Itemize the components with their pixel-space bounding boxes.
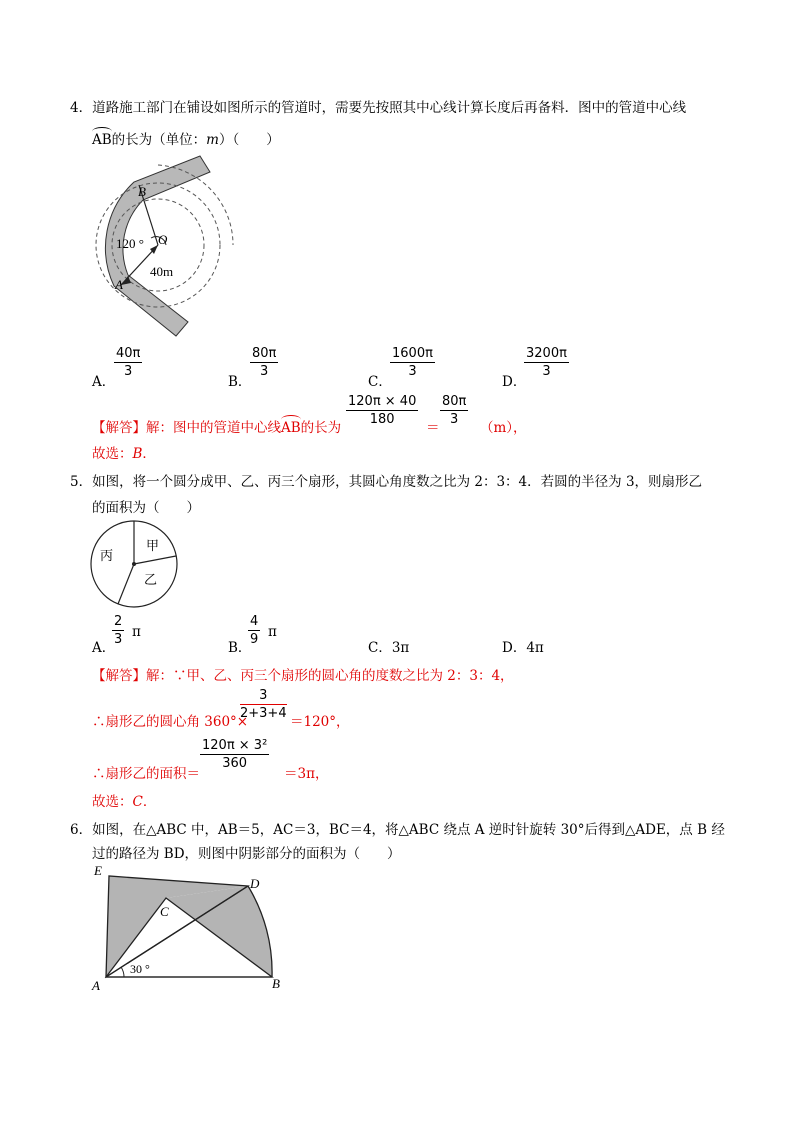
q5-line2: 的面积为（ ） [92, 500, 200, 516]
q4-option-b-den: 3 [260, 364, 269, 379]
q5-option-d-text: 4π [526, 640, 544, 656]
q4-answer-frac1-num: 120π × 40 [348, 394, 417, 409]
q6-line2: 过的路径为 BD，则图中阴影部分的面积为（ ） [92, 846, 401, 862]
angle-30-mark [121, 967, 124, 977]
q4-answer-frac2-den: 3 [450, 412, 459, 427]
q4-option-b-letter[interactable]: B． [228, 374, 252, 390]
q6-line1: 6．如图，在△ABC 中，AB＝5，AC＝3，BC＝4，将△ABC 绕点 A 逆时针旋转 30°后得到△ADE，点 B 经 [70, 822, 725, 838]
q4-answer-frac1 [346, 394, 418, 427]
q4-pipe-figure [88, 150, 238, 345]
q4-line2-text: 的长为（单位： [111, 132, 207, 148]
q5-option-d[interactable] [502, 636, 544, 656]
q5-choose-end: ． [142, 794, 157, 810]
q5-option-b-num: 4 [250, 614, 259, 629]
q4-answer-prefix: 【解答】解：图中的管道中心线 [92, 420, 281, 436]
label-D: D [250, 876, 260, 891]
q5-option-a-frac[interactable] [112, 614, 124, 647]
q4-answer-unit: （m）， [480, 420, 527, 436]
q4-option-b-num: 80π [252, 346, 277, 361]
label-B: B [138, 184, 146, 199]
q5-circle-figure [88, 518, 188, 610]
label-yi: 乙 [144, 572, 158, 587]
radius-down [118, 564, 134, 604]
q4-answer-frac2-num: 80π [442, 394, 467, 409]
q4-option-a-num: 40π [116, 346, 141, 361]
q5-option-d-letter: D． [502, 640, 527, 656]
q5-ans-frac2-num: 120π × 3² [202, 738, 268, 753]
label-C: C [160, 904, 169, 919]
center-dot [132, 562, 136, 566]
q4-choose [92, 442, 156, 462]
q5-ans-line2-end: ＝120°， [290, 714, 350, 730]
q4-option-d-num: 3200π [526, 346, 567, 361]
q4-answer-eq: ＝ [426, 420, 440, 436]
q5-ans-line3-end: ＝3π， [284, 766, 329, 782]
q4-option-a-frac[interactable] [114, 346, 142, 379]
label-E: E [94, 863, 102, 878]
q5-option-a-suffix: π [132, 624, 141, 640]
q4-answer-arc: AB [281, 420, 301, 436]
q5-option-c-letter: C． [368, 640, 392, 656]
q4-option-a-den: 3 [124, 364, 133, 379]
q5-ans-frac1 [240, 688, 287, 721]
q5-choose [92, 790, 156, 810]
q5-ans-frac2-den: 360 [222, 756, 248, 771]
q4-option-c-frac[interactable] [390, 346, 435, 379]
q5-ans-frac2 [200, 738, 269, 771]
q5-ans-frac1-den: 2+3+4 [240, 706, 287, 721]
q4-option-b-frac[interactable] [250, 346, 278, 379]
label-radius: 40m [150, 264, 174, 279]
q5-ans-line2-prefix: ∴扇形乙的圆心角 360°× [92, 714, 249, 730]
q5-option-b-suffix: π [268, 624, 277, 640]
q4-choose-end: ． [142, 446, 156, 462]
q5-choose-prefix: 故选： [92, 794, 133, 810]
label-O: O [158, 232, 168, 247]
arc-ab-label: AB [92, 132, 112, 148]
q4-answer-mid: 的长为 [300, 420, 342, 436]
q5-option-b-den: 9 [250, 632, 259, 647]
label-A: A [92, 978, 100, 993]
q5-line1: 5．如图，将一个圆分成甲、乙、丙三个扇形，其圆心角度数之比为 2：3：4．若圆的半径为 3，则扇形乙 [70, 474, 703, 490]
q4-answer-frac1-den: 180 [369, 412, 395, 427]
label-jia: 甲 [146, 538, 160, 553]
q5-option-a-den: 3 [114, 632, 123, 647]
q4-option-c-letter[interactable]: C． [368, 374, 392, 390]
shaded-right [166, 886, 272, 977]
q6-triangle-figure [88, 860, 298, 995]
label-30: 30 ° [130, 962, 150, 976]
q5-option-c-text: 3π [391, 640, 410, 656]
q4-option-c-num: 1600π [392, 346, 433, 361]
q5-option-a-num: 2 [114, 614, 123, 629]
label-A: A [115, 277, 123, 292]
q4-option-d-den: 3 [542, 364, 551, 379]
q4-option-c-den: 3 [408, 364, 417, 379]
q4-unit: m [206, 132, 219, 148]
q4-option-d-letter[interactable]: D． [502, 374, 527, 390]
q4-line2 [92, 128, 280, 148]
label-B: B [272, 976, 280, 991]
q4-line1: 4．道路施工部门在铺设如图所示的管道时，需要先按照其中心线计算长度后再备料．图中的管道中心线 [70, 100, 687, 116]
q4-choose-letter: B [132, 446, 143, 462]
q4-option-a-letter[interactable]: A． [92, 374, 116, 390]
q5-choose-letter: C [132, 794, 143, 810]
radius-right [134, 556, 176, 564]
label-bing: 丙 [100, 548, 114, 563]
q5-option-b-frac[interactable] [248, 614, 260, 647]
q5-option-a-letter[interactable]: A． [92, 640, 116, 656]
q4-option-d-frac[interactable] [524, 346, 569, 379]
q5-option-c[interactable] [368, 636, 409, 656]
q4-line2-end: ）（ ） [218, 132, 280, 148]
label-angle: 120 ° [116, 236, 144, 251]
q4-answer-frac2 [440, 394, 468, 427]
q5-ans-line3-prefix: ∴扇形乙的面积＝ [92, 766, 200, 782]
q5-ans-line1: 【解答】解：∵甲、乙、丙三个扇形的圆心角的度数之比为 2：3：4， [92, 668, 514, 684]
q4-answer-line [92, 416, 341, 436]
q5-option-b-letter[interactable]: B． [228, 640, 252, 656]
q5-ans-frac1-num: 3 [240, 688, 287, 705]
q4-choose-prefix: 故选： [92, 446, 133, 462]
